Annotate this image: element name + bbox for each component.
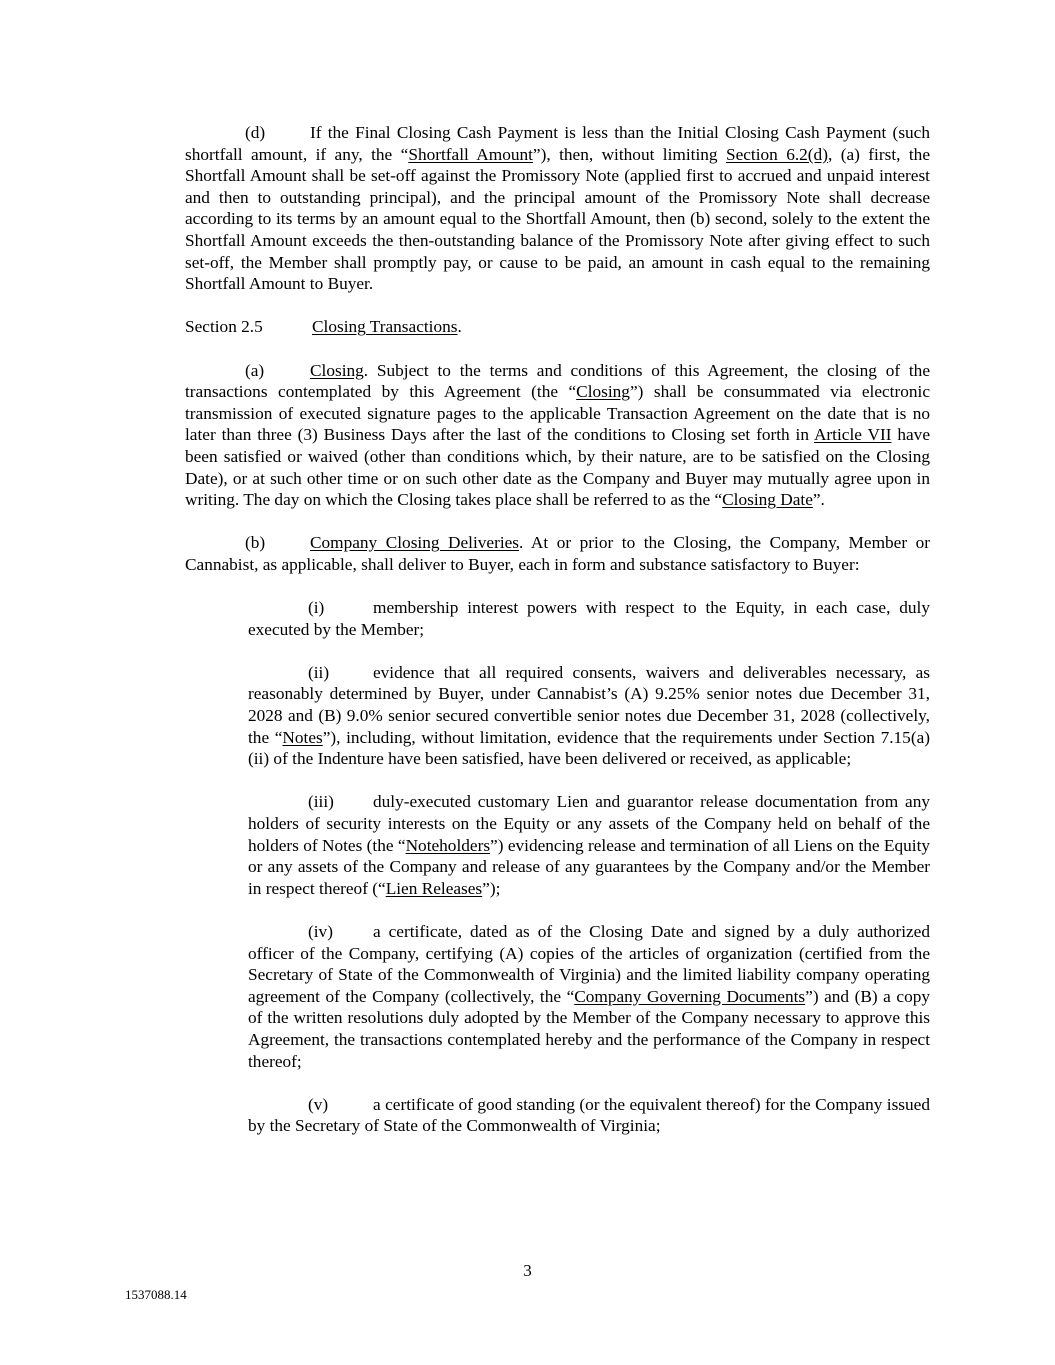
document-body: [185, 122, 930, 1159]
document-id-footer: 1537088.14: [125, 1287, 187, 1302]
underlined-term: Company Closing Deliveries: [310, 533, 520, 553]
text-run: ”) evidencing release and termination of all Liens on the Equity or any assets of the Company and release of any guarantees by the Company and/or the Member in respect thereof (“: [248, 835, 931, 898]
paragraph-d: [185, 122, 930, 295]
text-run: .: [457, 317, 462, 337]
text-run: If the Final Closing Cash Payment is less than the Initial Closing Cash Payment (such shortfall amount, if any, the “: [185, 123, 930, 164]
text-run: ”), then, without limiting: [532, 144, 726, 164]
underlined-term: Article VII: [813, 425, 892, 445]
text-run: . Subject to the terms and conditions of this Agreement, the closing of the transactions contemplated by this Agreement (the “: [185, 360, 930, 402]
paragraph-iv: [248, 921, 930, 1072]
text-run: , (a) first, the Shortfall Amount shall be set-off against the Promissory Note (applied first to accrued and unpaid interest and then to outstanding principal), and the principal amount of the Promissory Note shall decrease according to its terms by an amount equal to the Shortfall Amount, then (b) second, solely to the extent the Shortfall Amount exceeds the then-outstanding balance of the Promissory Note after giving effect to such set-off, the Member shall promptly pay, or cause to be paid, an amount in cash equal to the remaining Shortfall Amount to Buyer.: [185, 144, 930, 294]
paragraph-label: (iv): [308, 921, 333, 941]
underlined-term: Closing: [576, 382, 630, 402]
text-run: . At or prior to the Closing, the Company, Member or Cannabist, as applicable, shall deliver to Buyer, each in form and substance satisfactory to Buyer:: [185, 533, 930, 574]
text-run: duly-executed customary Lien and guarantor release documentation from any holders of security interests on the Equity or any assets of the Company held on behalf of the holders of Notes (the “: [248, 792, 930, 855]
text-run: ”);: [482, 878, 501, 898]
paragraph-label: (b): [245, 533, 266, 553]
text-run: membership interest powers with respect to the Equity, in each case, duly executed by the Member;: [248, 598, 930, 639]
underlined-term: Company Governing Documents: [574, 986, 806, 1006]
paragraph-label: Section 2.5: [185, 317, 263, 337]
underlined-term: Closing Transactions: [312, 317, 458, 337]
paragraph-label: (d): [245, 123, 266, 142]
underlined-term: Section 6.2(d): [725, 144, 828, 164]
text-run: have been satisfied or waived (other than conditions which, by their nature, are to be satisfied on the Closing Date), or at such other time or on such other date as the Company and Buyer may mutually agree upon in writing. The day on which the Closing takes place shall be referred to as the “: [185, 425, 930, 510]
paragraph-label: (a): [245, 360, 265, 380]
underlined-term: Closing: [310, 360, 364, 380]
text-run: ”), including, without limitation, evidence that the requirements under Section 7.15(a)(ii) of the Indenture have been satisfied, have been delivered or received, as applicable;: [248, 727, 930, 769]
paragraph-label: (ii): [308, 662, 330, 682]
text-run: a certificate, dated as of the Closing Date and signed by a duly authorized officer of the Company, certifying (A) copies of the articles of organization (certified from the Secretary of State of the Commonwealth of Virginia) and the limited liability company operating agreement of the Company (collectively, the “: [248, 921, 930, 1006]
paragraph-label: (v): [308, 1094, 329, 1114]
paragraph-label: (i): [308, 598, 325, 618]
paragraph-b: [185, 532, 930, 575]
paragraph-a: [185, 360, 930, 511]
underlined-term: Notes: [282, 727, 323, 747]
text-run: ”) and (B) a copy of the written resolutions duly adopted by the Member of the Company necessary to approve this Agreement, the transactions contemplated hereby and the performance of the Company in respect thereof;: [248, 986, 930, 1071]
paragraph-section-2-5: [185, 316, 930, 338]
underlined-term: Closing Date: [722, 490, 813, 510]
underlined-term: Lien Releases: [385, 878, 483, 898]
paragraph-ii: [248, 662, 930, 770]
underlined-term: Shortfall Amount: [408, 144, 533, 164]
paragraph-iii: [248, 791, 930, 899]
text-run: evidence that all required consents, waivers and deliverables necessary, as reasonably determined by Buyer, under Cannabist’s (A) 9.25% senior notes due December 31, 2028 and (B) 9.0% senior secured convertible senior notes due December 31, 2028 (collectively, the “: [248, 662, 930, 747]
paragraph-v: [248, 1094, 930, 1137]
underlined-term: Noteholders: [405, 835, 491, 855]
text-run: ”) shall be consummated via electronic transmission of executed signature pages to the applicable Transaction Agreement on the date that is no later than three (3) Business Days after the last of the conditions to Closing set forth in: [185, 382, 930, 445]
page-number: 3: [523, 1261, 532, 1280]
text-run: ”.: [812, 490, 825, 510]
paragraph-i: [248, 597, 930, 640]
paragraph-label: (iii): [308, 792, 334, 812]
text-run: a certificate of good standing (or the equivalent thereof) for the Company issued by the Secretary of State of the Commonwealth of Virginia;: [248, 1094, 930, 1136]
